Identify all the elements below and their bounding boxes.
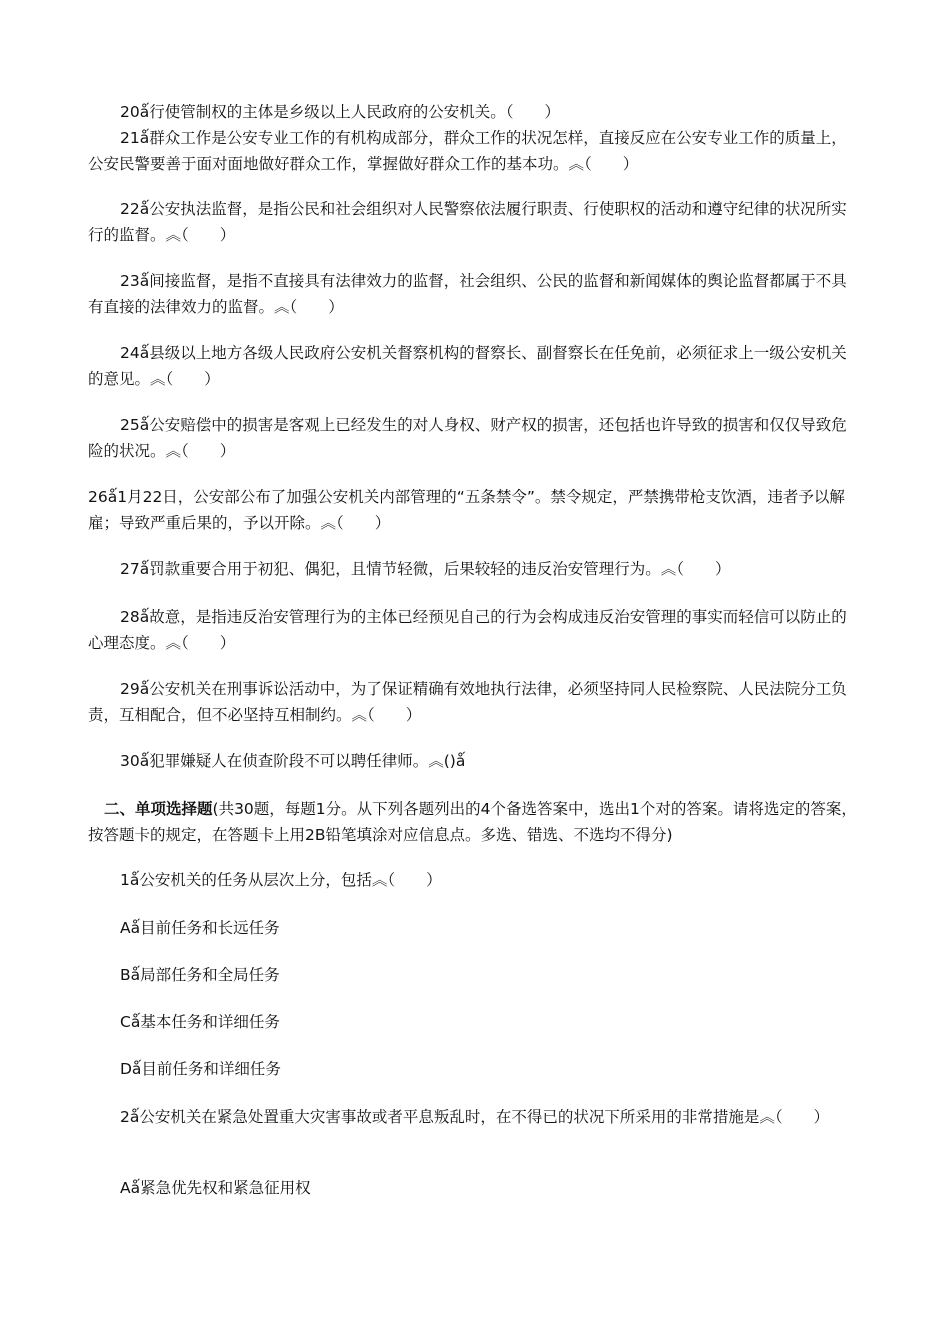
section-2-heading: 二、单项选择题	[104, 800, 213, 818]
question-20: 20ǻ行使管制权的主体是乡级以上人民政府的公安机关。（ ）	[120, 103, 560, 121]
question-30: 30ǻ犯罪嫌疑人在侦查阶段不可以聘任律师。︽()ǻ	[120, 752, 466, 770]
question-29: 29ǻ公安机关在刑事诉讼活动中，为了保证精确有效地执行法律，必须坚持同人民检察院、人民法院分工负责，互相配合，但不必坚持互相制约。︽（ ）	[88, 680, 847, 724]
section-2-description: (共30题，每题1分。从下列各题列出的4个备选答案中，选出1个对的答案。请将选定的答案，按答题卡的规定，在答题卡上用2B铅笔填涂对应信息点。多选、错选、不选均不得分)	[88, 800, 857, 844]
question-28: 28ǻ故意，是指违反治安管理行为的主体已经预见自己的行为会构成违反治安管理的事实而轻信可以防止的心理态度。︽（ ）	[88, 608, 847, 652]
question-23: 23ǻ间接监督，是指不直接具有法律效力的监督，社会组织、公民的监督和新闻媒体的舆论监督都属于不具有直接的法律效力的监督。︽（ ）	[88, 272, 847, 316]
question-25: 25ǻ公安赔偿中的损害是客观上已经发生的对人身权、财产权的损害，还包括也许导致的损害和仅仅导致危险的状况。︽（ ）	[88, 416, 847, 460]
question-22: 22ǻ公安执法监督，是指公民和社会组织对人民警察依法履行职责、行使职权的活动和遵守纪律的状况所实行的监督。︽（ ）	[88, 200, 847, 244]
q1-stem: 1ǻ公安机关的任务从层次上分，包括︽（ ）	[120, 871, 442, 889]
question-27: 27ǻ罚款重要合用于初犯、偶犯，且情节轻微，后果较轻的违反治安管理行为。︽（ ）	[120, 560, 731, 578]
question-24: 24ǻ县级以上地方各级人民政府公安机关督察机构的督察长、副督察长在任免前，必须征求上一级公安机关的意见。︽（ ）	[88, 344, 847, 388]
q2-stem: 2ǻ公安机关在紧急处置重大灾害事故或者平息叛乱时，在不得已的状况下所采用的非常措施是︽（ ）	[120, 1108, 830, 1126]
q2-option-a: Aǻ紧急优先权和紧急征用权	[120, 1179, 311, 1197]
question-26: 26ǻ1月22日，公安部公布了加强公安机关内部管理的“五条禁令”。禁令规定，严禁携带枪支饮酒，违者予以解雇；导致严重后果的，予以开除。︽（ ）	[88, 488, 845, 532]
question-21: 21ǻ群众工作是公安专业工作的有机构成部分，群众工作的状况怎样，直接反应在公安专业工作的质量上，公安民警要善于面对面地做好群众工作，掌握做好群众工作的基本功。︽（ ）	[88, 129, 847, 173]
q1-option-b: Bǻ局部任务和全局任务	[120, 966, 280, 984]
q1-option-d: Dǻ目前任务和详细任务	[120, 1060, 281, 1078]
section-2-intro	[88, 796, 858, 848]
q1-option-c: Cǻ基本任务和详细任务	[120, 1013, 280, 1031]
q1-option-a: Aǻ目前任务和长远任务	[120, 919, 280, 937]
